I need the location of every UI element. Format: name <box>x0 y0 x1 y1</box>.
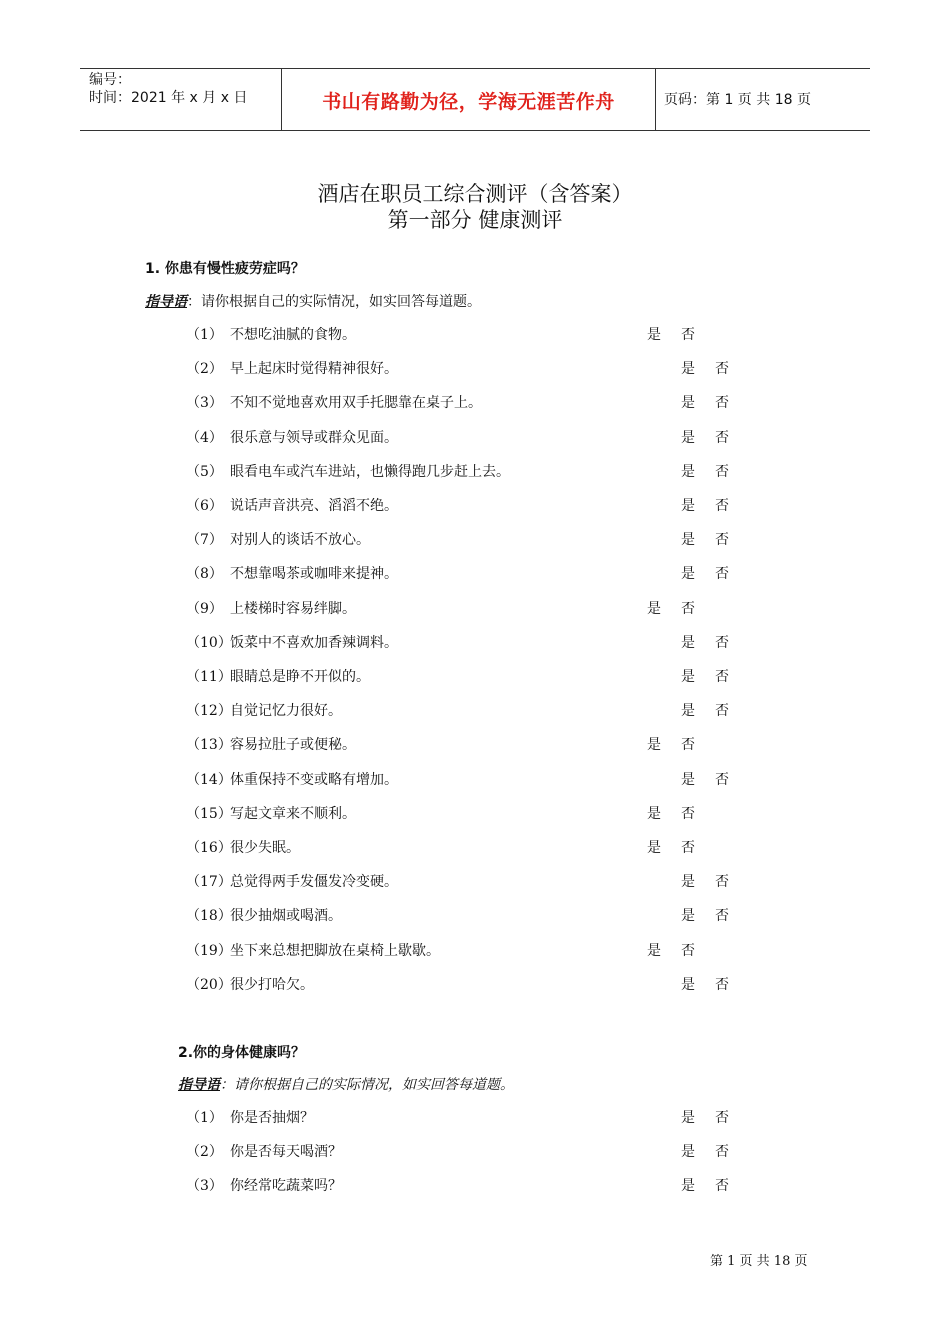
answer-no[interactable]: 否 <box>681 942 695 959</box>
answer-yes[interactable]: 是 <box>681 634 695 651</box>
question-text: 你是否每天喝酒？ <box>230 1144 342 1161</box>
question-text: 很乐意与领导或群众见面。 <box>230 429 398 446</box>
page-header <box>80 68 870 131</box>
question-row <box>0 666 950 686</box>
guide-text: ：请你根据自己的实际情况，如实回答每道题。 <box>187 294 481 310</box>
header-page-label: 页码：第 1 页 共 18 页 <box>664 92 811 108</box>
answer-yes[interactable]: 是 <box>647 942 661 959</box>
answer-yes[interactable]: 是 <box>681 669 695 685</box>
question-text: 你经常吃蔬菜吗？ <box>230 1178 342 1195</box>
answer-no[interactable]: 否 <box>715 498 729 514</box>
answer-yes[interactable]: 是 <box>647 737 661 754</box>
answer-yes[interactable]: 是 <box>647 840 661 856</box>
answer-yes[interactable]: 是 <box>681 498 695 514</box>
document-title: 酒店在职员工综合测评（含答案） <box>317 182 633 206</box>
answer-no[interactable]: 否 <box>681 840 695 856</box>
answer-no[interactable]: 否 <box>715 566 729 583</box>
question-row <box>0 734 950 754</box>
question-row <box>0 700 950 720</box>
question-number: （9） <box>186 600 223 617</box>
question-text: 对别人的谈话不放心。 <box>230 532 370 549</box>
answer-no[interactable]: 否 <box>715 1144 729 1161</box>
question-text: 体重保持不变或略有增加。 <box>230 771 398 788</box>
answer-no[interactable]: 否 <box>715 1110 729 1126</box>
question-text: 眼睛总是睁不开似的。 <box>230 669 370 685</box>
question-row <box>0 632 950 652</box>
answer-no[interactable]: 否 <box>715 771 729 788</box>
question-text: 不知不觉地喜欢用双手托腮靠在桌子上。 <box>230 395 482 412</box>
question-row <box>0 427 950 447</box>
question-row <box>0 563 950 583</box>
question-number: （19） <box>186 942 232 959</box>
answer-no[interactable]: 否 <box>715 361 729 378</box>
question-number: （17） <box>186 874 232 891</box>
question-number: （1） <box>186 1110 223 1126</box>
answer-no[interactable]: 否 <box>715 532 729 549</box>
section-2-heading: 2.你的身体健康吗？ <box>178 1045 306 1061</box>
question-row <box>0 461 950 481</box>
page-footer: 第 1 页 共 18 页 <box>710 1254 808 1269</box>
question-number: （8） <box>186 566 223 583</box>
answer-yes[interactable]: 是 <box>681 395 695 412</box>
question-text: 坐下来总想把脚放在桌椅上歇歇。 <box>230 942 440 959</box>
question-row <box>0 598 950 618</box>
answer-yes[interactable]: 是 <box>647 600 661 617</box>
question-number: （1） <box>186 327 223 343</box>
answer-yes[interactable]: 是 <box>681 1110 695 1126</box>
answer-yes[interactable]: 是 <box>647 327 661 343</box>
question-number: （18） <box>186 908 232 925</box>
question-number: （5） <box>186 463 223 480</box>
answer-no[interactable]: 否 <box>681 600 695 617</box>
question-row <box>0 837 950 857</box>
answer-yes[interactable]: 是 <box>681 566 695 583</box>
question-text: 写起文章来不顺利。 <box>230 805 356 822</box>
question-text: 说话声音洪亮、滔滔不绝。 <box>230 498 398 514</box>
question-number: （12） <box>186 703 232 720</box>
question-number: （2） <box>186 1144 223 1161</box>
answer-no[interactable]: 否 <box>681 737 695 754</box>
question-number: （6） <box>186 498 223 514</box>
answer-yes[interactable]: 是 <box>681 1144 695 1161</box>
answer-no[interactable]: 否 <box>715 703 729 720</box>
answer-no[interactable]: 否 <box>715 429 729 446</box>
time-label: 时间：2021 年 x 月 x 日 <box>89 90 248 106</box>
answer-no[interactable]: 否 <box>715 463 729 480</box>
document-subtitle: 第一部分 健康测评 <box>387 208 563 232</box>
answer-no[interactable]: 否 <box>715 976 729 993</box>
header-meta <box>89 71 247 107</box>
number-label: 编号： <box>89 72 131 88</box>
answer-yes[interactable]: 是 <box>681 361 695 378</box>
answer-yes[interactable]: 是 <box>681 771 695 788</box>
question-text: 上楼梯时容易绊脚。 <box>230 600 356 617</box>
question-number: （11） <box>186 669 232 685</box>
question-row <box>0 1107 950 1127</box>
question-number: （14） <box>186 771 232 788</box>
guide-label: 指导语 <box>145 294 187 310</box>
section-1-heading: 1. 你患有慢性疲劳症吗？ <box>145 261 305 277</box>
question-row <box>0 974 950 994</box>
question-row <box>0 1141 950 1161</box>
header-motto: 书山有路勤为径，学海无涯苦作舟 <box>322 91 615 113</box>
question-row <box>0 871 950 891</box>
question-number: （2） <box>186 361 223 378</box>
question-number: （7） <box>186 532 223 549</box>
answer-yes[interactable]: 是 <box>647 805 661 822</box>
answer-yes[interactable]: 是 <box>681 532 695 549</box>
question-text: 很少失眠。 <box>230 840 300 856</box>
question-number: （15） <box>186 805 232 822</box>
question-text: 不想吃油腻的食物。 <box>230 327 356 343</box>
question-text: 不想靠喝茶或咖啡来提神。 <box>230 566 398 583</box>
question-row <box>0 358 950 378</box>
question-row <box>0 905 950 925</box>
answer-yes[interactable]: 是 <box>681 463 695 480</box>
answer-yes[interactable]: 是 <box>681 874 695 891</box>
question-text: 自觉记忆力很好。 <box>230 703 342 720</box>
guide-label: 指导语 <box>178 1077 220 1093</box>
question-text: 你是否抽烟？ <box>230 1110 314 1126</box>
question-row <box>0 769 950 789</box>
answer-no[interactable]: 否 <box>715 1178 729 1195</box>
question-text: 很少抽烟或喝酒。 <box>230 908 342 925</box>
answer-yes[interactable]: 是 <box>681 429 695 446</box>
question-text: 眼看电车或汽车进站，也懒得跑几步赶上去。 <box>230 463 510 480</box>
question-number: （16） <box>186 840 232 856</box>
question-text: 容易拉肚子或便秘。 <box>230 737 356 754</box>
question-number: （3） <box>186 395 223 412</box>
question-number: （13） <box>186 737 232 754</box>
question-row <box>0 1175 950 1195</box>
guide-text: ：请你根据自己的实际情况，如实回答每道题。 <box>220 1077 514 1093</box>
answer-no[interactable]: 否 <box>715 874 729 891</box>
question-row <box>0 392 950 412</box>
question-text: 饭菜中不喜欢加香辣调料。 <box>230 634 398 651</box>
question-number: （10） <box>186 634 232 651</box>
question-row <box>0 324 950 344</box>
question-text: 总觉得两手发僵发冷变硬。 <box>230 874 398 891</box>
question-text: 早上起床时觉得精神很好。 <box>230 361 398 378</box>
answer-no[interactable]: 否 <box>681 805 695 822</box>
question-row <box>0 495 950 515</box>
answer-no[interactable]: 否 <box>715 395 729 412</box>
question-text: 很少打哈欠。 <box>230 976 314 993</box>
question-number: （4） <box>186 429 223 446</box>
answer-no[interactable]: 否 <box>715 634 729 651</box>
section-1-guide <box>145 291 481 311</box>
answer-yes[interactable]: 是 <box>681 1178 695 1195</box>
question-row <box>0 803 950 823</box>
question-number: （3） <box>186 1178 223 1195</box>
answer-yes[interactable]: 是 <box>681 976 695 993</box>
answer-no[interactable]: 否 <box>681 327 695 343</box>
question-number: （20） <box>186 976 232 993</box>
answer-no[interactable]: 否 <box>715 908 729 925</box>
answer-yes[interactable]: 是 <box>681 908 695 925</box>
section-2-guide <box>178 1074 514 1094</box>
answer-no[interactable]: 否 <box>715 669 729 685</box>
header-divider <box>655 69 656 130</box>
answer-yes[interactable]: 是 <box>681 703 695 720</box>
question-row <box>0 940 950 960</box>
question-row <box>0 529 950 549</box>
